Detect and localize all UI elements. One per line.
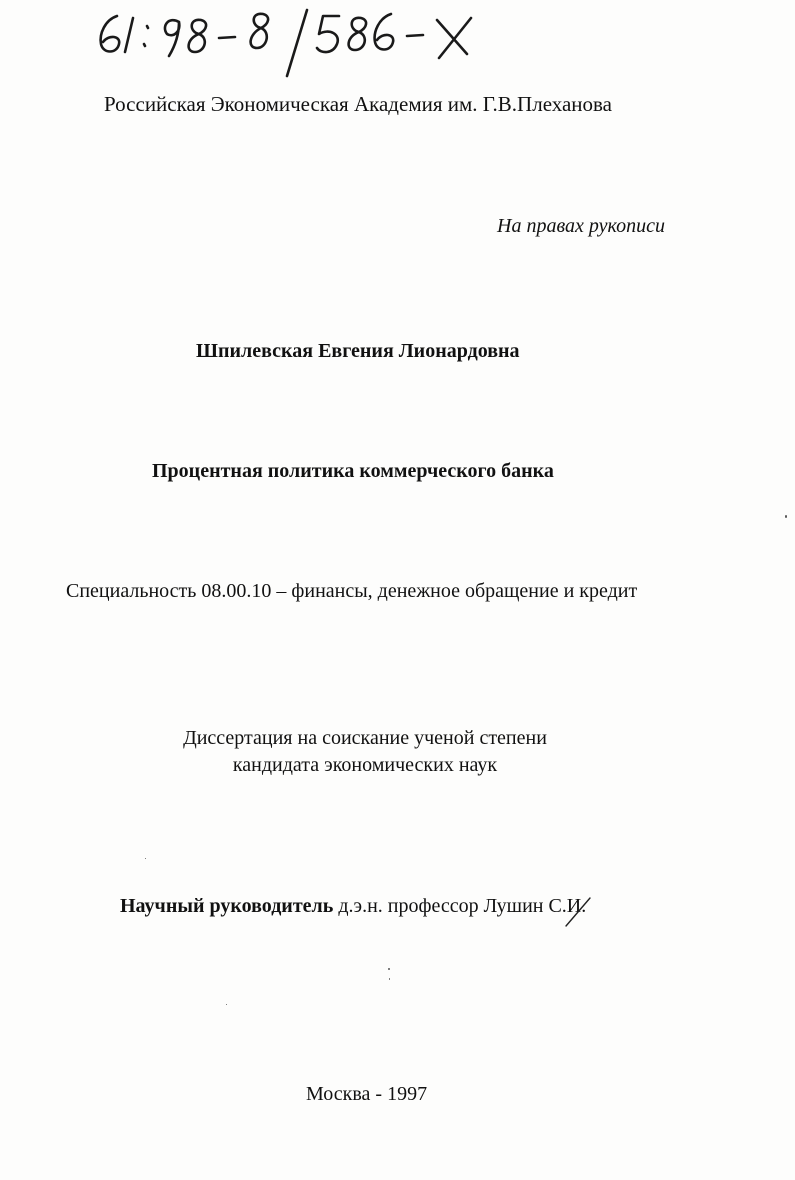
supervisor-label: Научный руководитель bbox=[120, 895, 334, 917]
institution-name: Российская Экономическая Академия им. Г.В.Плеханова bbox=[104, 92, 612, 116]
handwritten-archive-code bbox=[95, 4, 485, 84]
scan-speck bbox=[388, 968, 390, 970]
scan-speck bbox=[785, 515, 787, 518]
scan-speck bbox=[145, 858, 146, 859]
dissertation-title: Процентная политика коммерческого банка bbox=[152, 460, 554, 482]
manuscript-rights-note: На правах рукописи bbox=[497, 215, 665, 237]
degree-statement-line-2: кандидата экономических наук bbox=[232, 754, 498, 776]
author-name: Шпилевская Евгения Лионардовна bbox=[196, 340, 520, 362]
city-and-year: Москва - 1997 bbox=[306, 1083, 428, 1105]
handwritten-code-drawing bbox=[95, 4, 485, 84]
scan-speck bbox=[226, 1004, 227, 1005]
specialty-line: Специальность 08.00.10 – финансы, денежное обращение и кредит bbox=[66, 580, 638, 602]
scan-speck bbox=[389, 978, 390, 980]
degree-statement bbox=[0, 725, 730, 779]
supervisor-name: д.э.н. профессор Лушин С.И. bbox=[338, 895, 587, 917]
signature-stroke-icon bbox=[560, 890, 600, 930]
degree-statement-line-1: Диссертация на соискание ученой степени bbox=[183, 727, 547, 749]
supervisor-line bbox=[120, 895, 586, 918]
